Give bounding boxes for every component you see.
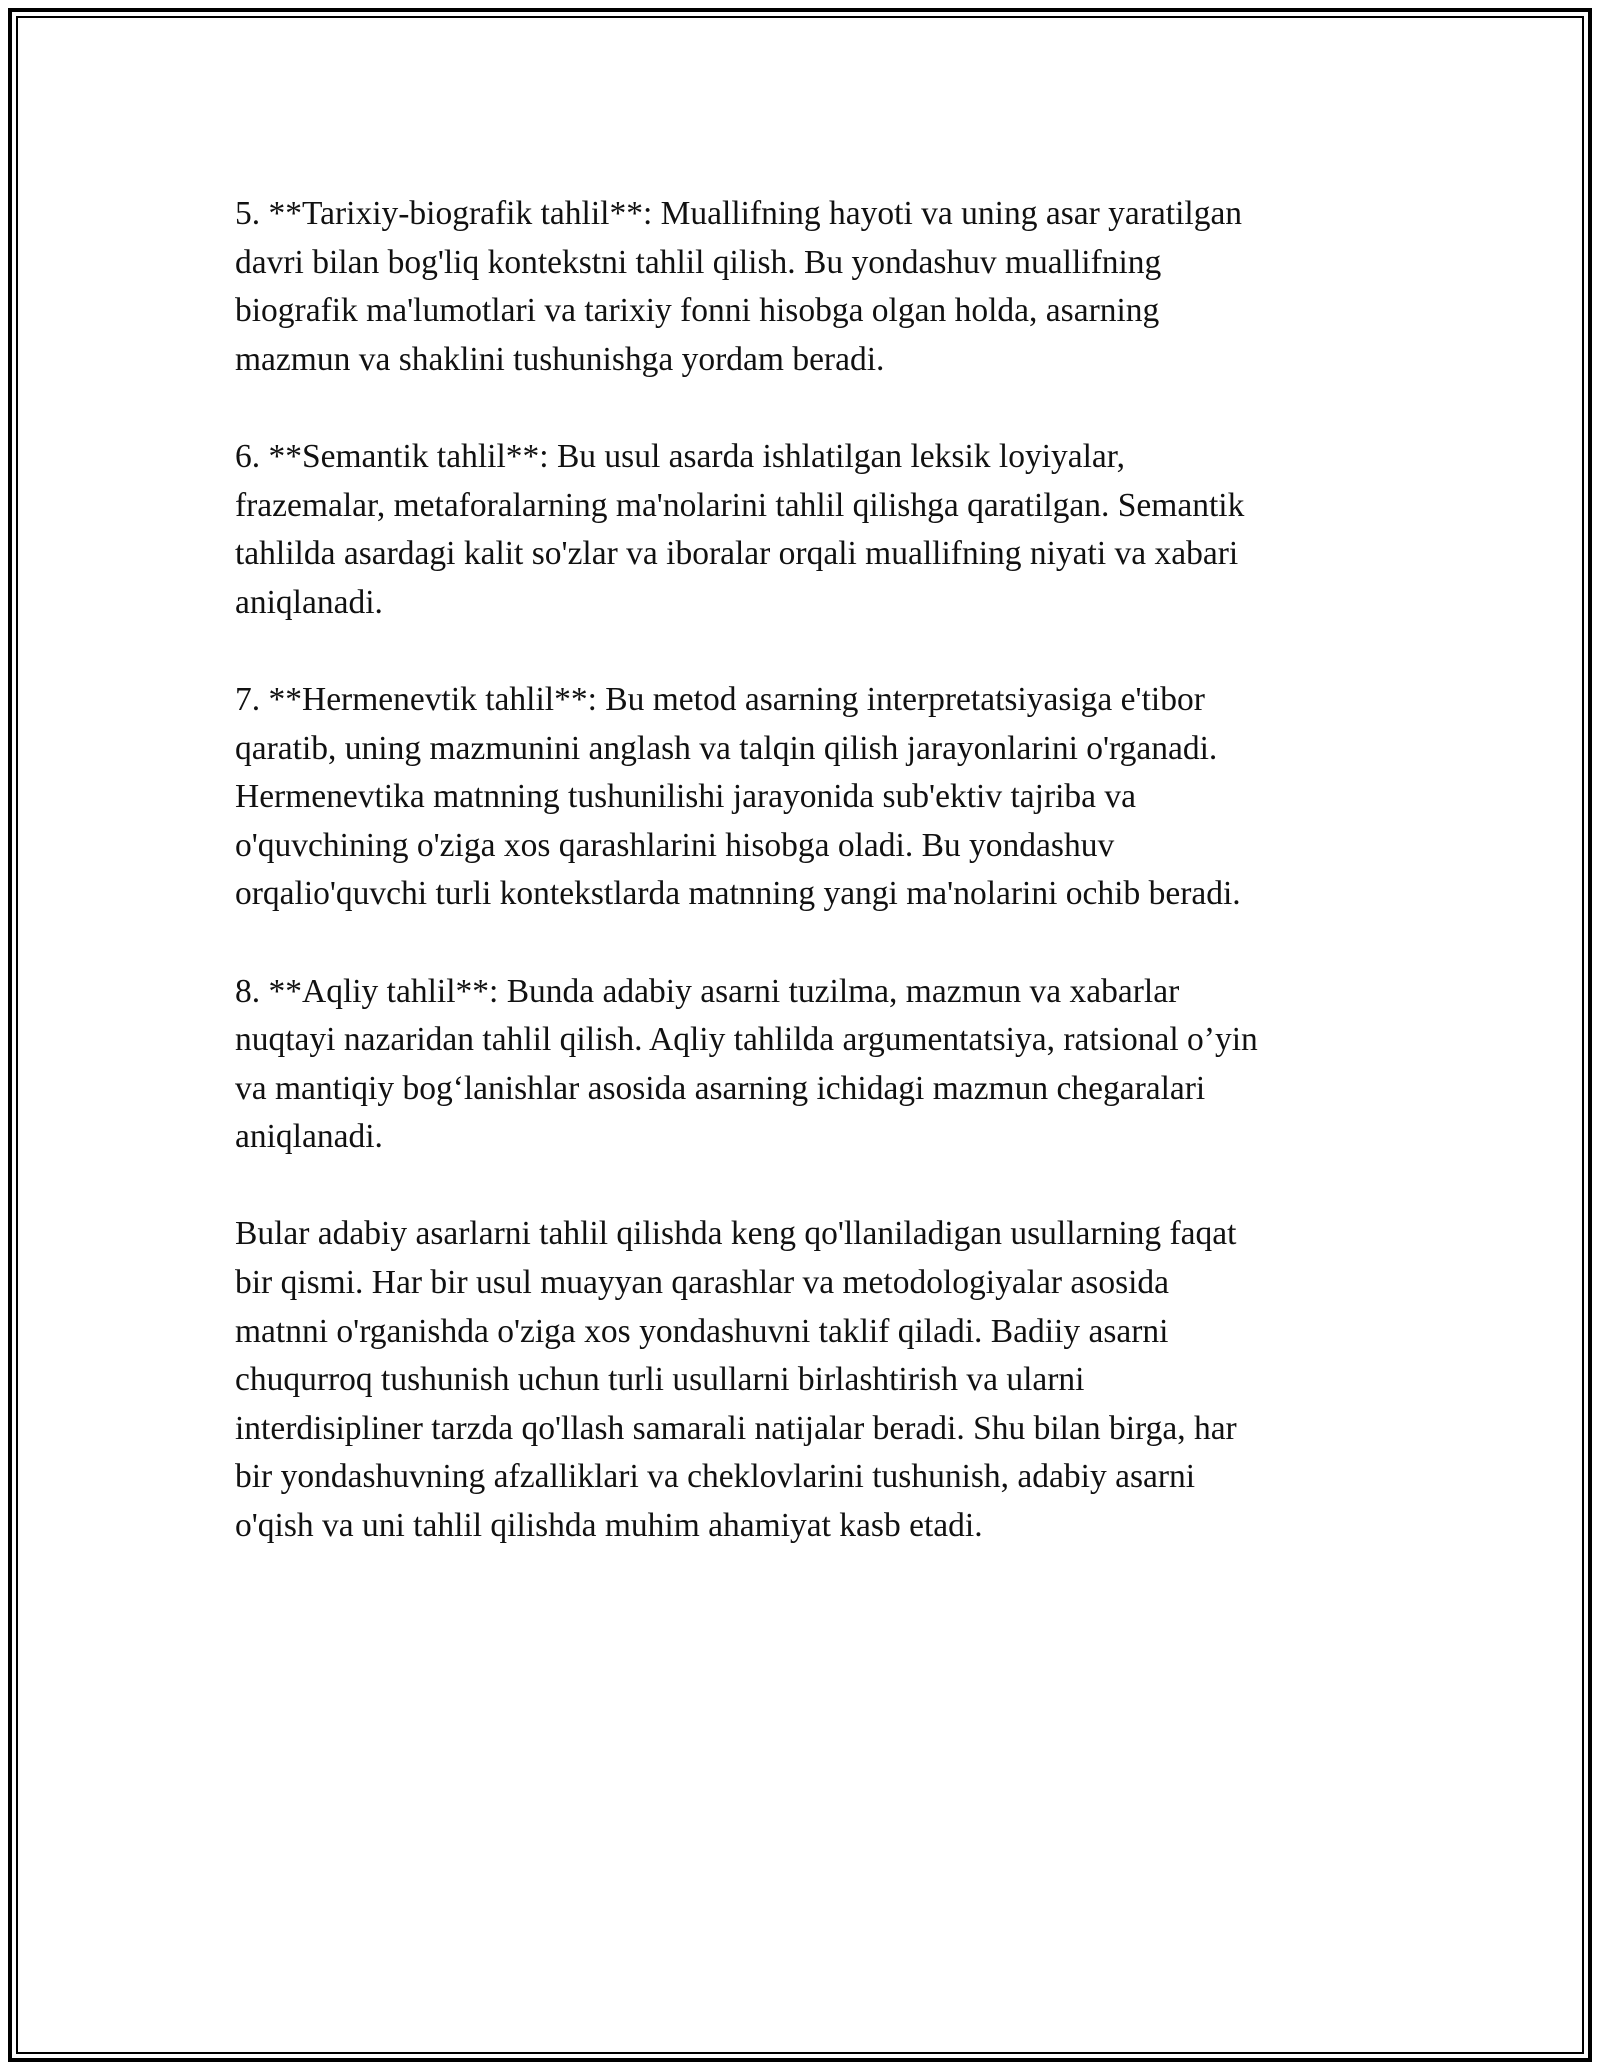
paragraph-hermenevtik bbox=[235, 676, 1365, 919]
text-line: bir qismi. Har bir usul muayyan qarashlar va metodologiyalar asosida bbox=[235, 1264, 1170, 1302]
paragraph-tarixiy-biografik bbox=[235, 190, 1365, 384]
text-line: 7. **Hermenevtik tahlil**: Bu metod asarning interpretatsiyasiga e'tibor bbox=[235, 680, 1205, 718]
paragraph-conclusion bbox=[235, 1210, 1365, 1550]
text-line: interdisipliner tarzda qo'llash samarali natijalar beradi. Shu bilan birga, har bbox=[235, 1409, 1237, 1447]
text-line: biografik ma'lumotlari va tarixiy fonni hisobga olgan holda, asarning bbox=[235, 292, 1160, 330]
text-line: o'qish va uni tahlil qilishda muhim ahamiyat kasb etadi. bbox=[235, 1507, 983, 1545]
text-line: nuqtayi nazaridan tahlil qilish. Aqliy tahlilda argumentatsiya, ratsional o’yin bbox=[235, 1021, 1258, 1059]
text-line: 5. **Tarixiy-biografik tahlil**: Muallifning hayoti va uning asar yaratilgan bbox=[235, 195, 1243, 232]
text-line: tahlilda asardagi kalit so'zlar va iboralar orqali muallifning niyati va xabari bbox=[235, 535, 1239, 573]
document-body bbox=[235, 190, 1365, 1599]
text-line: o'quvchining o'ziga xos qarashlarini hisobga oladi. Bu yondashuv bbox=[235, 826, 1115, 864]
text-line: Bular adabiy asarlarni tahlil qilishda keng qo'llaniladigan usullarning faqat bbox=[235, 1215, 1237, 1253]
text-line: 8. **Aqliy tahlil**: Bunda adabiy asarni tuzilma, mazmun va xabarlar bbox=[235, 972, 1180, 1010]
text-line: 6. **Semantik tahlil**: Bu usul asarda ishlatilgan leksik loyiyalar, bbox=[235, 437, 1125, 475]
text-line: chuqurroq tushunish uchun turli usullarni birlashtirish va ularni bbox=[235, 1361, 1085, 1399]
text-line: matnni o'rganishda o'ziga xos yondashuvni taklif qiladi. Badiiy asarni bbox=[235, 1312, 1169, 1350]
text-line: qaratib, uning mazmunini anglash va talqin qilish jarayonlarini o'rganadi. bbox=[235, 729, 1218, 767]
text-line: orqalio'quvchi turli kontekstlarda matnning yangi ma'nolarini ochib beradi. bbox=[235, 875, 1241, 913]
text-line: frazemalar, metaforalarning ma'nolarini tahlil qilishga qaratilgan. Semantik bbox=[235, 486, 1245, 524]
text-line: aniqlanadi. bbox=[235, 1118, 383, 1156]
paragraph-semantik bbox=[235, 433, 1365, 627]
text-line: davri bilan bog'liq kontekstni tahlil qilish. Bu yondashuv muallifning bbox=[235, 243, 1162, 281]
text-line: Hermenevtika matnning tushunilishi jarayonida sub'ektiv tajriba va bbox=[235, 778, 1137, 816]
text-line: mazmun va shaklini tushunishga yordam beradi. bbox=[235, 340, 885, 378]
text-line: bir yondashuvning afzalliklari va cheklovlarini tushunish, adabiy asarni bbox=[235, 1458, 1196, 1496]
text-line: aniqlanadi. bbox=[235, 583, 383, 621]
text-line: va mantiqiy bog‘lanishlar asosida asarning ichidagi mazmun chegaralari bbox=[235, 1069, 1206, 1107]
paragraph-aqliy bbox=[235, 968, 1365, 1162]
